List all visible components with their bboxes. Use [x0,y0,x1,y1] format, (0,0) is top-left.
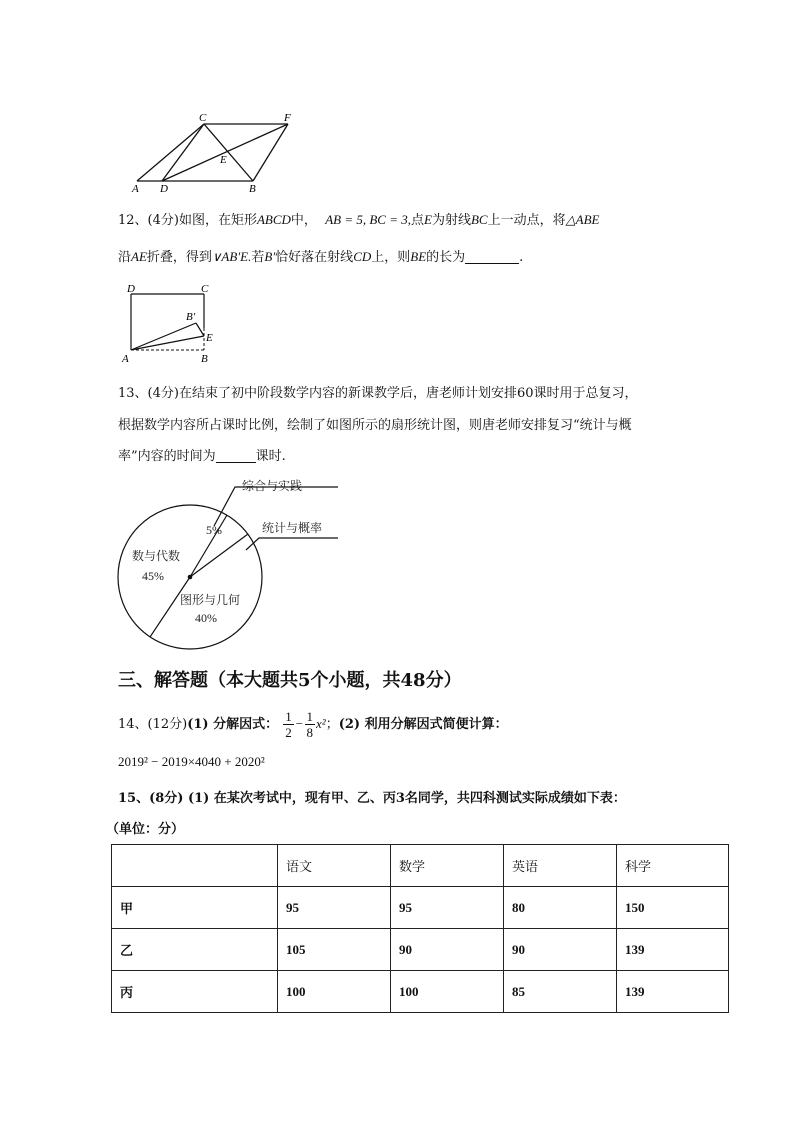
figure-parallelogram [128,110,303,195]
score-cell: 85 [504,971,617,1013]
q13-line3: 率”内容的时间为 课时. [118,449,286,464]
label-F: F [284,112,291,124]
score-cell: 95 [278,887,391,929]
score-cell: 95 [391,887,504,929]
slice-label-图形与几何: 图形与几何 [180,593,241,607]
q12-line2: 沿AE折叠，得到∨AB′E.若B′恰好落在射线CD上，则BE的长为 . [118,249,524,265]
pie-divider-3 [190,534,248,577]
table-row [112,887,729,929]
slice-label-综合与实践: 综合与实践 [242,479,303,493]
fraction-one-half: $\frac{1}{2}$ [285,709,292,740]
table-header-cell: 英语 [504,845,617,887]
q12-line1: 12、(4分)如图，在矩形ABCD中， AB = 5, BC = 3,点E为射线BC上一动点，将△ABE [118,212,600,228]
q13-line1: 13、(4分)在结束了初中阶段数学内容的新课教学后，唐老师计划安排60课时用于总复习， [118,386,638,401]
label-E: E [206,332,213,344]
score-cell: 105 [278,929,391,971]
score-cell: 100 [278,971,391,1013]
score-cell: 100 [391,971,504,1013]
table-header-cell [112,845,278,887]
label-C: C [201,283,209,295]
slice-label-统计与概率: 统计与概率 [262,521,323,535]
slice-value-综合与实践: 5% [206,523,222,537]
score-cell: 139 [617,971,729,1013]
callout-line-2 [246,538,338,550]
score-cell: 90 [391,929,504,971]
label-E: E [220,154,227,166]
label-C: C [199,112,207,124]
label-B: B [249,183,256,195]
q12-given: AB = 5, BC = 3, [325,212,411,227]
fraction-one-eighth: $\frac{1}{8}$ [306,709,314,740]
label-B-prime: B′ [186,311,196,323]
label-D: D [127,283,135,295]
table-header-cell: 语文 [278,845,391,887]
table-row [112,971,729,1013]
q13-line2: 根据数学内容所占课时比例，绘制了如图所示的扇形统计图，则唐老师安排复习“统计与概 [118,418,632,433]
table-row [112,929,729,971]
answer-blank [465,249,519,264]
q14-line1: 14、(12分)(1) 分解因式： $\frac{1}{2}$ − $\frac{1}{8}$ x²；(2) 利用分解因式简便计算： [118,709,508,740]
pie-divider-1 [150,577,190,637]
slice-value-图形与几何: 40% [195,611,217,625]
row-name: 甲 [112,887,278,929]
row-name: 丙 [112,971,278,1013]
pie-chart [110,470,360,660]
label-A: A [122,353,129,365]
table-header-cell: 科学 [617,845,729,887]
figure-rectangle-fold [118,282,223,367]
label-B: B [201,353,208,365]
label-A: A [132,183,139,195]
score-cell: 150 [617,887,729,929]
answer-blank [216,448,256,463]
table-header-row [112,845,729,887]
scores-table [111,844,729,1013]
slice-label-数与代数: 数与代数 [132,549,181,563]
score-cell: 139 [617,929,729,971]
q14-expression: 2019² − 2019×4040 + 2020² [118,754,265,769]
q15-unit: （单位：分） [106,822,185,837]
label-D: D [160,183,168,195]
row-name: 乙 [112,929,278,971]
q15-line1: 15、(8分) (1) 在某次考试中，现有甲、乙、丙3名同学，共四科测试实际成绩如下表： [118,791,626,806]
table-header-cell: 数学 [391,845,504,887]
score-cell: 90 [504,929,617,971]
score-cell: 80 [504,887,617,929]
section-heading: 三、解答题（本大题共5个小题，共48分） [118,670,462,691]
slice-value-数与代数: 45% [142,569,164,583]
